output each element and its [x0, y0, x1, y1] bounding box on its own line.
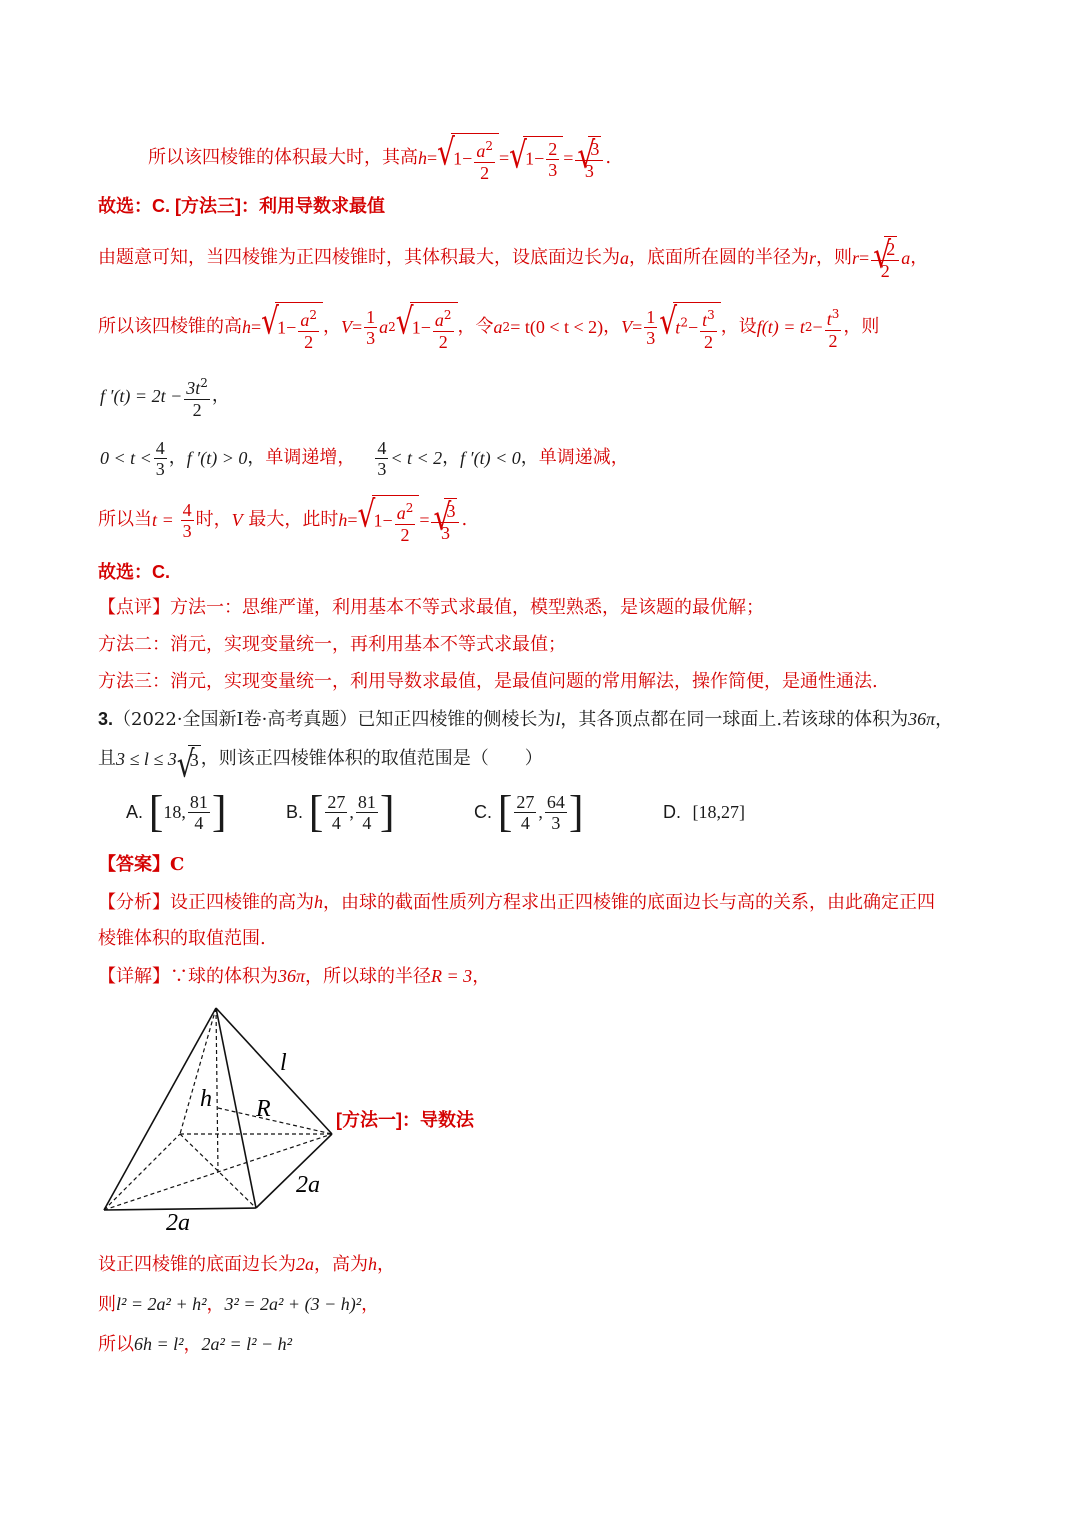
- analysis: [98, 890, 935, 915]
- math: 3: [588, 136, 601, 159]
- hidden-edge: [180, 1008, 216, 1134]
- text: 设正四棱锥的底面边长为: [98, 1254, 296, 1275]
- text: ，: [211, 385, 230, 406]
- option-label: A.: [126, 802, 144, 822]
- math: 1: [646, 306, 656, 327]
- radius-line: [218, 1108, 332, 1134]
- text: 且: [98, 748, 116, 769]
- math-eq: =: [427, 148, 438, 168]
- text: 单调递增，: [265, 447, 356, 468]
- math: h: [338, 510, 348, 530]
- math: a: [493, 317, 503, 337]
- edge: [216, 1008, 332, 1134]
- math: 3: [440, 522, 450, 543]
- math: f ′(t) = 2t −: [100, 386, 183, 406]
- frac: [871, 236, 899, 281]
- sqrt-expr: [509, 136, 563, 180]
- text: .: [605, 147, 612, 168]
- math: 1: [366, 306, 376, 327]
- math: a: [396, 503, 406, 523]
- text: ，: [457, 316, 476, 337]
- math: 36π: [908, 709, 936, 729]
- label-2a-right: 2a: [296, 1172, 320, 1198]
- math: f ′(t) > 0: [186, 448, 248, 468]
- math: 3² = 2a² + (3 − h)²: [224, 1294, 362, 1314]
- math: l: [555, 709, 561, 729]
- math: 36π: [278, 966, 306, 986]
- text: ，则该正四棱锥体积的取值范围是（ ）: [200, 748, 543, 769]
- math: 6h = l²: [134, 1334, 184, 1354]
- line-conclusion: [98, 496, 467, 544]
- math: 0 < t <: [100, 448, 152, 468]
- text: 令: [475, 316, 494, 337]
- label-h: h: [200, 1086, 212, 1112]
- math: 3: [377, 458, 387, 479]
- step1: [98, 1252, 395, 1277]
- math: =: [351, 317, 363, 337]
- math: 2: [400, 525, 410, 545]
- text: ，: [183, 1334, 202, 1355]
- math: 1−: [373, 510, 393, 531]
- option-label: C.: [474, 802, 492, 822]
- text: ，则: [843, 316, 880, 337]
- question-source: （2022·全国新Ⅰ卷·高考真题）: [113, 709, 358, 730]
- text: ，由球的截面性质列方程求出正四棱锥的底面边长与高的关系，由此确定正四: [323, 892, 935, 913]
- math: a: [901, 248, 911, 268]
- comment-method3: 方法三：消元，实现变量统一，利用导数求最值，是最值问题的常用解法，操作简便，是通性通法.: [98, 671, 878, 692]
- option-b[interactable]: B. [ $\frac{27}{4}$ , $\frac{81}{4}$ ]: [286, 787, 395, 836]
- option-c[interactable]: C. [ $\frac{27}{4}$ , $\frac{64}{3}$ ]: [474, 787, 584, 836]
- text: [方法三]：利用导数求最值: [175, 196, 386, 216]
- line-height-max: [148, 136, 612, 183]
- sqrt-expr: √ 1− $\frac{a^2}{2}$: [261, 302, 323, 352]
- math: 2: [703, 332, 713, 352]
- math: = t(0 < t < 2): [510, 317, 604, 337]
- frac: $\frac{a^2}{2}$: [474, 136, 495, 183]
- math: f(t) = t: [756, 317, 805, 337]
- math: =: [419, 510, 430, 530]
- math: 2: [828, 330, 838, 351]
- line-problem-intro: [98, 234, 928, 282]
- answer: 【答案】C: [98, 854, 185, 875]
- math: 27: [327, 791, 346, 812]
- math: −: [687, 317, 699, 338]
- math: R = 3: [431, 966, 473, 986]
- math: < t < 2: [390, 448, 443, 468]
- text: 由题意可知，当四棱锥为正四棱锥时，其体积最大，设底面边长为: [98, 247, 620, 268]
- text: 设: [738, 316, 757, 337]
- option-d[interactable]: [663, 786, 745, 838]
- math: 3: [366, 327, 376, 348]
- text: ，: [520, 447, 539, 468]
- math: t: [152, 510, 158, 530]
- math: 4: [155, 437, 165, 458]
- math: a: [434, 310, 444, 330]
- text: ，: [168, 447, 187, 468]
- edge: [256, 1134, 332, 1208]
- line-derivative: f ′(t) = 2t − $\frac{3t^2}{2}$ ，: [100, 372, 230, 420]
- math: V: [340, 317, 352, 337]
- comment-method2: 方法二：消元，实现变量统一，再利用基本不等式求最值；: [98, 634, 566, 655]
- sqrt: [177, 745, 201, 773]
- text: ，: [910, 247, 929, 268]
- math: a: [620, 248, 629, 268]
- question-number: 3.: [98, 709, 114, 729]
- math: 2: [192, 399, 202, 420]
- math: t: [675, 317, 681, 338]
- math: 81: [357, 791, 376, 812]
- math: h: [314, 892, 323, 912]
- text: 所以该四棱锥的高: [98, 316, 242, 337]
- math: 4: [331, 812, 341, 833]
- math: f ′(t) < 0: [460, 448, 521, 468]
- math: 81: [189, 791, 208, 812]
- math: 1−: [411, 317, 431, 338]
- question-3: [98, 707, 953, 732]
- math: 3: [188, 745, 201, 772]
- math: r: [852, 248, 860, 268]
- math: 27: [516, 791, 535, 812]
- text: 最大，此时: [248, 509, 339, 530]
- frac: [546, 139, 559, 180]
- height-line: [216, 1008, 218, 1172]
- text: ，所以球的半径: [305, 966, 432, 987]
- math-eq: =: [498, 148, 510, 168]
- math: 1−: [525, 148, 545, 169]
- sqrt-expr: [437, 133, 499, 183]
- math: 3 ≤ l ≤ 3: [116, 749, 177, 769]
- frac: [575, 136, 603, 181]
- math: 4: [362, 812, 372, 833]
- math: r: [809, 248, 817, 268]
- sqrt-expr: √ 1− $\frac{a^2}{2}$: [396, 302, 458, 352]
- analysis-cont: 棱锥体积的取值范围.: [98, 928, 266, 949]
- math: 3: [584, 160, 594, 181]
- math-eq: =: [563, 148, 574, 168]
- math: V: [621, 317, 633, 337]
- method1-caption: [方法一]：导数法: [336, 1110, 474, 1130]
- text: 单调递减，: [538, 447, 629, 468]
- math: a: [300, 310, 310, 330]
- option-a[interactable]: A. [ 18, $\frac{81}{4}$ ]: [126, 787, 227, 836]
- step3: [98, 1332, 292, 1357]
- text: ，: [935, 709, 954, 730]
- text: ，: [720, 316, 739, 337]
- label-l: l: [280, 1050, 287, 1076]
- math: =: [162, 510, 173, 530]
- step2: [98, 1292, 379, 1317]
- math: 3: [155, 458, 165, 479]
- math: 2: [548, 139, 558, 159]
- math: 3: [182, 520, 192, 541]
- comment-method1: 【点评】方法一：思维严谨，利用基本不等式求最值，模型熟悉，是该题的最优解；: [98, 597, 764, 618]
- line-monotonic: [100, 434, 629, 482]
- text: ，: [472, 966, 491, 987]
- text: 所以: [98, 1334, 134, 1355]
- math: V: [231, 510, 243, 530]
- math: 2: [880, 260, 890, 281]
- sqrt-expr: √ 1− $\frac{a^2}{2}$: [358, 495, 420, 545]
- math: 2a² = l² − h²: [201, 1334, 293, 1354]
- question-3-cont: [98, 744, 543, 774]
- text: 故选：C.: [98, 196, 170, 216]
- math: 3: [646, 327, 656, 348]
- edge: [216, 1008, 256, 1208]
- math: 18,: [163, 802, 186, 822]
- math-h: h: [418, 148, 427, 168]
- text: 时，: [195, 509, 232, 530]
- text: 则: [98, 1294, 116, 1315]
- math: 1−: [453, 148, 473, 169]
- text: ，则: [816, 247, 853, 268]
- math: h: [368, 1254, 377, 1274]
- math: 1−: [277, 317, 297, 338]
- text: ，: [377, 1254, 395, 1275]
- math: 4: [377, 437, 387, 458]
- text: 所以当: [98, 509, 152, 530]
- math: 4: [182, 499, 192, 520]
- math: 2: [480, 163, 490, 183]
- math: [18,27]: [692, 802, 745, 822]
- math: 2a: [296, 1254, 314, 1274]
- text: ，: [603, 316, 622, 337]
- line-height-volume: 所以该四棱锥的高 h = √ 1− $\frac{a^2}{2}$ ， V = $\frac{1}{3}$ a 2 √ 1− $\frac{a^2}{2}$ ， 令 a 2 = t(0 < t < 2) ， V = $\frac{1}{3}$ √ $t^2-$ $\frac{t^3}{2}$ ， 设 f(t) = t 2 − $\frac{t^3}{2}$ ，则: [98, 303, 879, 351]
- math: =: [859, 248, 870, 268]
- math: =: [251, 317, 262, 337]
- math: −: [812, 317, 823, 337]
- text: 【分析】设正四棱锥的高为: [98, 892, 314, 913]
- label-2a-bottom: 2a: [166, 1210, 190, 1230]
- label-R: R: [256, 1096, 271, 1122]
- math: 2: [304, 332, 314, 352]
- math: h: [242, 317, 251, 337]
- text: ，其各顶点都在同一球面上.若该球的体积为: [560, 709, 909, 730]
- math: 3t: [186, 377, 201, 398]
- math: 2: [438, 332, 448, 352]
- option-label: D.: [663, 802, 681, 822]
- text: ，高为: [314, 1254, 368, 1275]
- text: ，: [322, 316, 341, 337]
- text: 所以该四棱锥的体积最大时，其高: [148, 147, 418, 168]
- math: t: [702, 310, 708, 330]
- text: ，: [361, 1294, 380, 1315]
- choose-c: 故选：C.: [98, 562, 170, 582]
- text: ，: [247, 447, 266, 468]
- detail: [98, 964, 490, 989]
- math: l² = 2a² + h²: [116, 1294, 207, 1314]
- math: t: [826, 308, 832, 329]
- math: 3: [551, 812, 561, 833]
- text: ，: [206, 1294, 225, 1315]
- line-choose-method3: [98, 194, 385, 218]
- math: a: [379, 317, 389, 337]
- math: a: [476, 141, 486, 161]
- math: =: [347, 510, 358, 530]
- text: ，底面所在圆的半径为: [629, 247, 809, 268]
- option-label: B.: [286, 802, 304, 822]
- math: =: [632, 317, 643, 337]
- math: 64: [546, 791, 565, 812]
- text: ，: [442, 447, 461, 468]
- math: 4: [520, 812, 530, 833]
- math: 2: [884, 236, 897, 259]
- math: 3: [444, 498, 457, 521]
- text: 【详解】∵球的体积为: [98, 966, 278, 987]
- math: 4: [194, 812, 204, 833]
- math: 3: [548, 160, 558, 180]
- hidden-edge: [104, 1134, 180, 1210]
- sqrt-expr: √ $t^2-$ $\frac{t^3}{2}$: [659, 302, 720, 352]
- text: 已知正四棱锥的侧棱长为: [357, 709, 556, 730]
- text: .: [461, 509, 468, 530]
